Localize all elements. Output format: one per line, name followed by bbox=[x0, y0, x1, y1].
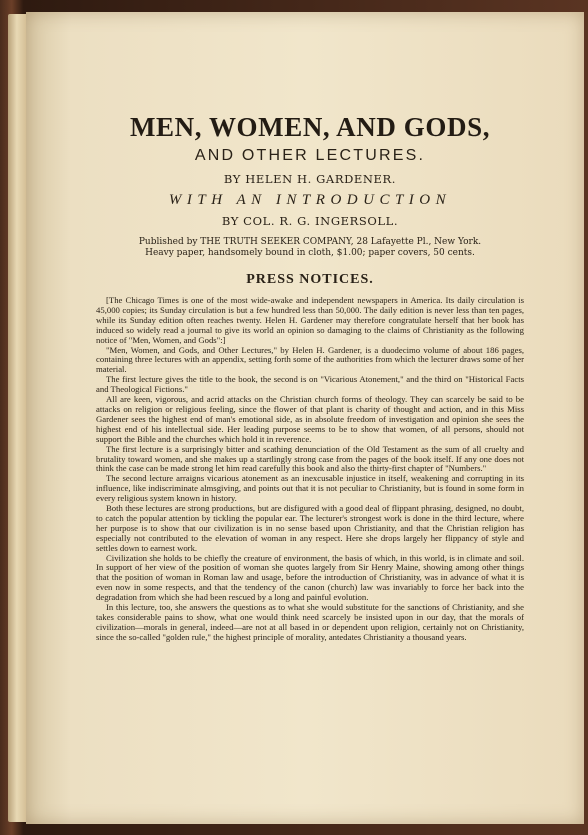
press-notices-heading: PRESS NOTICES. bbox=[246, 272, 374, 287]
book-subtitle: AND OTHER LECTURES. bbox=[194, 147, 426, 164]
paragraph: Both these lectures are strong productions, but are disfigured with a good deal of flippant phrasing, designed, no doubt, to catch the popular attention by tickling the popular ear. The lecturer's strongest work is done in the third lecture, where her purpose is to show that our civilization is in no sense based upon Christianity, and that the Christian religion has especially not contributed to the elevation of woman in any respect. Here she drops largely her flippancy of style and settles down to earnest work. bbox=[96, 503, 524, 553]
book-title: MEN, WOMEN, AND GODS, bbox=[129, 112, 491, 142]
paragraph: Civilization she holds to be chiefly the creature of environment, the basis of which, in this world, is in climate and soil. In support of her view of the position of woman she quotes largely from Sir Henry Maine, showing among other things that the position of woman in Roman law and usage, before the introduction of Christianity, was in advance of what it is even now in some respects, and that the tendency of the canon (church) law was invariably to force her back into the degradation from which she had been rescued by a long and painful evolution. bbox=[96, 552, 524, 603]
introduction-line: WITH AN INTRODUCTION bbox=[168, 192, 452, 208]
paragraph: The first lecture gives the title to the book, the second is on "Vicarious Atonement," and the third on "Historical Facts and Theological Fictions." bbox=[96, 374, 524, 395]
press-notices-body bbox=[96, 296, 524, 643]
paragraph: All are keen, vigorous, and acrid attacks on the Christian church forms of theology. They can scarcely be said to be attacks on religion or religious feeling, since the flower of that plant is charity of thought and action, and in this Miss Gardener sees the highest end of man's emotional side, as in absolute freedom of investigation and opinion she sees the highest end of his intellectual side. Her leading purpose seems to be to show that women, of all persons, should not support the Bible and the churches which hold it in reverence. bbox=[96, 394, 524, 444]
publisher-info bbox=[96, 237, 524, 259]
paragraph: "Men, Women, and Gods, and Other Lectures," by Helen H. Gardener, is a duodecimo volume of about 186 pages, containing three lectures with an appendix, setting forth some of the authorities from which the lecturer draws some of her material. bbox=[96, 344, 524, 375]
publisher-line-2: Heavy paper, handsomely bound in cloth, $1.00; paper covers, 50 cents. bbox=[145, 248, 475, 258]
introducer-line: BY COL. R. G. INGERSOLL. bbox=[221, 214, 399, 228]
publisher-line-1: Published by THE TRUTH SEEKER COMPANY, 28 Lafayette Pl., New York. bbox=[138, 237, 482, 247]
paragraph: The first lecture is a surprisingly bitter and scathing denunciation of the Old Testament as the sum of all cruelty and brutality toward women, and she makes up a startlingly strong case from the pages of the book itself. If any one does not think the case can be made strong let him read carefully this book and also the thirty-first chapter of "Numbers." bbox=[96, 443, 524, 474]
paragraph: [The Chicago Times is one of the most wide-awake and independent newspapers in America. Its daily circulation is 45,000 copies; its Sunday circulation is but a few hundred less than 50,000. The daily edition is never less than ten pages, while its Sunday edition often reaches twenty. Helen H. Gardener may therefore congratulate herself that her book has induced so widely read a journal to give its world an opinion so damaging to the claims of Christianity as the following notice of "Men, Women, and Gods":] bbox=[96, 295, 524, 345]
paragraph: The second lecture arraigns vicarious atonement as an inexcusable injustice in itself, weakening and corrupting in its influence, like indiscriminate almsgiving, and points out that it is not peculiar to Christianity, but is found in some form in every religious system known in history. bbox=[96, 473, 524, 504]
page-content bbox=[96, 112, 524, 643]
book-author: BY HELEN H. GARDENER. bbox=[223, 172, 397, 186]
paragraph: In this lecture, too, she answers the questions as to what she would substitute for the sanctions of Christianity, and she takes considerable pains to show, what one would think need scarcely be insisted upon in our day, that the morals of civilization—morals in general, indeed—are not at all based in or dependent upon religion, certainly not on Christianity, since the so-called "golden rule," the highest principle of morality, antedates Christianity a thousand years. bbox=[96, 602, 524, 642]
